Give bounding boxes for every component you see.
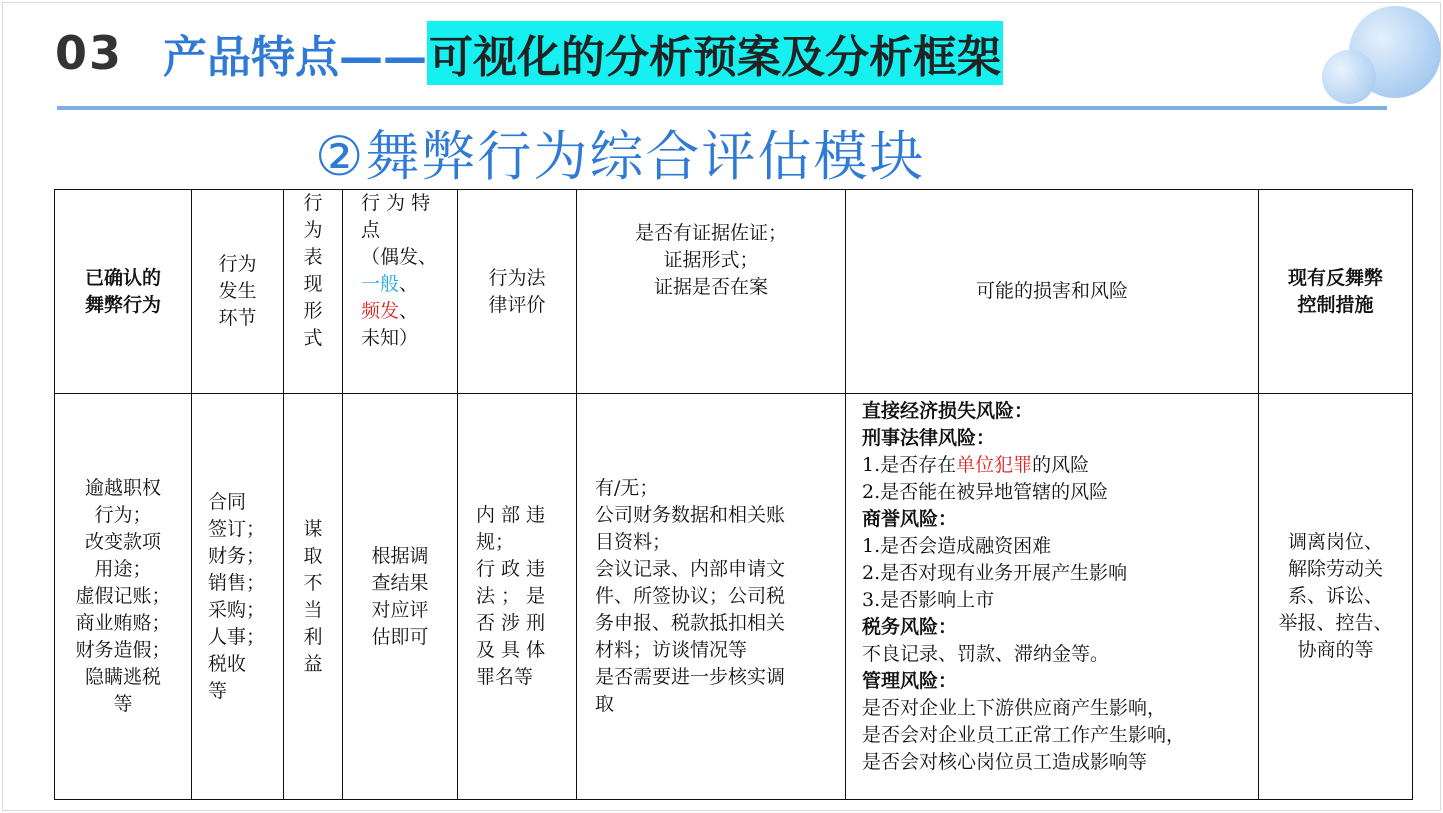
risk-criminal-heading: 刑事法律风险： xyxy=(862,427,996,449)
header-char: 表 xyxy=(303,246,323,268)
header-controls xyxy=(1259,190,1413,394)
cell-line: 规； xyxy=(476,531,515,553)
cell-line: 有/无； xyxy=(595,477,659,499)
cell-line: 解除劳动关 xyxy=(1287,558,1383,580)
decor-circle-small xyxy=(1322,50,1376,104)
cell-line: 财务造假； xyxy=(75,639,171,661)
table-header-row xyxy=(55,190,1413,394)
cell-line: 否 涉 刑 xyxy=(476,612,546,634)
cell-char: 谋 xyxy=(303,517,323,540)
header-line: 证据形式； xyxy=(663,249,759,271)
cell-line: 调离岗位、 xyxy=(1287,531,1383,553)
cell-char: 利 xyxy=(303,625,323,648)
separator: 、 xyxy=(399,300,419,322)
cell-line: 等 xyxy=(208,679,228,702)
header-occurrence-stage xyxy=(192,190,284,394)
header-line: 行为法 xyxy=(488,266,546,289)
cell-line: 取 xyxy=(595,693,615,715)
cell-line: 举报、控告、 xyxy=(1278,612,1393,634)
cell-line: 等 xyxy=(113,693,133,715)
cell-controls xyxy=(1259,394,1413,800)
header-line: 行为 xyxy=(218,253,257,275)
cell-line: 罪名等 xyxy=(476,666,534,688)
risk-management-heading: 管理风险： xyxy=(862,670,958,692)
cell-line: 税收 xyxy=(208,652,247,675)
cell-line: 行 政 违 xyxy=(476,558,546,580)
cell-char: 不 xyxy=(303,571,323,594)
module-title: ②舞弊行为综合评估模块 xyxy=(315,125,926,188)
cell-line: 是否需要进一步核实调 xyxy=(595,666,786,688)
header-char: 式 xyxy=(303,327,323,349)
risk-tax-heading: 税务风险： xyxy=(862,616,958,638)
cell-line: 签订； xyxy=(208,517,266,540)
cell-line: 估即可 xyxy=(371,625,429,648)
header-line: 现有反舞弊 xyxy=(1287,266,1383,289)
risk-direct-heading: 直接经济损失风险： xyxy=(862,400,1034,422)
header-line xyxy=(361,298,451,325)
cell-line: 系、诉讼、 xyxy=(1287,585,1383,607)
header-line: 舞弊行为 xyxy=(84,293,161,316)
cell-confirmed-behavior xyxy=(55,394,192,800)
header-line: 点 xyxy=(361,219,381,241)
cell-line: 合同 xyxy=(208,490,247,513)
cell-behavior-feature xyxy=(343,394,458,800)
cell-damage-risk xyxy=(846,394,1259,800)
header-char: 为 xyxy=(303,219,323,241)
cell-line: 务申报、税款抵扣相关 xyxy=(595,612,786,634)
label-general: 一般 xyxy=(361,273,400,295)
header-behavior-feature xyxy=(343,190,458,394)
risk-highlight: 单位犯罪 xyxy=(956,454,1033,476)
cell-line: 查结果 xyxy=(371,571,429,594)
risk-item: 是否会对核心岗位员工造成影响等 xyxy=(862,751,1148,773)
header-line: 律评价 xyxy=(488,293,546,316)
cell-line: 销售； xyxy=(208,571,266,594)
title-highlight: 可视化的分析预案及分析框架 xyxy=(427,21,1003,85)
slide-header xyxy=(55,18,1003,88)
header-behavior-form xyxy=(284,190,343,394)
cell-char: 当 xyxy=(303,598,323,621)
cell-line: 会议记录、内部申请文 xyxy=(595,558,786,580)
title-prefix: 产品特点—— xyxy=(163,32,428,83)
header-line: 发生 xyxy=(218,280,257,302)
cell-behavior-form xyxy=(284,394,343,800)
separator: 、 xyxy=(399,273,419,295)
cell-evidence xyxy=(577,394,846,800)
header-damage-risk: 可能的损害和风险 xyxy=(846,190,1259,394)
header-line: 环节 xyxy=(218,307,257,329)
cell-line: 协商的等 xyxy=(1297,639,1374,661)
risk-item: 1.是否会造成融资困难 xyxy=(862,535,1052,557)
header-line: 行 为 特 xyxy=(361,192,431,214)
risk-item: 不良记录、罚款、滞纳金等。 xyxy=(862,643,1110,665)
cell-line: 虚假记账； xyxy=(75,585,171,607)
section-number: 03 xyxy=(55,26,124,80)
risk-item: 3.是否影响上市 xyxy=(862,589,995,611)
cell-line: 件、所签协议；公司税 xyxy=(595,585,786,607)
assessment-table xyxy=(54,189,1413,800)
cell-line: 财务； xyxy=(208,544,266,567)
risk-item: 是否对企业上下游供应商产生影响， xyxy=(862,697,1167,719)
cell-line: 内 部 违 xyxy=(476,504,546,526)
header-line: 控制措施 xyxy=(1297,293,1374,316)
cell-line: 公司财务数据和相关账 xyxy=(595,504,786,526)
header-confirmed-behavior xyxy=(55,190,192,394)
risk-item: 是否会对企业员工正常工作产生影响， xyxy=(862,724,1186,746)
risk-text: 的风险 xyxy=(1032,454,1090,476)
cell-char: 益 xyxy=(303,652,323,675)
cell-char: 取 xyxy=(303,544,323,567)
cell-line: 改变款项 xyxy=(84,531,161,553)
cell-line: 商业贿赂； xyxy=(75,612,171,634)
cell-occurrence-stage xyxy=(192,394,284,800)
cell-line: 及 具 体 xyxy=(476,639,546,661)
header-evidence xyxy=(577,190,846,394)
cell-line: 根据调 xyxy=(371,544,429,567)
risk-item: 2.是否能在被异地管辖的风险 xyxy=(862,481,1109,503)
header-line: 是否有证据佐证； xyxy=(634,222,787,244)
header-legal-evaluation xyxy=(458,190,577,394)
cell-line: 对应评 xyxy=(371,598,429,621)
header-line: 证据是否在案 xyxy=(653,276,768,298)
risk-text: 1.是否存在 xyxy=(862,454,957,476)
risk-item: 2.是否对现有业务开展产生影响 xyxy=(862,562,1128,584)
label-frequent: 频发 xyxy=(361,300,400,322)
header-char: 现 xyxy=(303,273,323,295)
header-line xyxy=(361,271,451,298)
table-row xyxy=(55,394,1413,800)
header-char: 行 xyxy=(303,192,323,214)
header-line: 未知） xyxy=(361,327,419,349)
cell-line: 采购； xyxy=(208,598,266,621)
risk-reputation-heading: 商誉风险： xyxy=(862,508,958,530)
cell-legal-evaluation xyxy=(458,394,577,800)
risk-item xyxy=(862,452,1252,479)
cell-line: 用途； xyxy=(94,558,152,580)
cell-line: 逾越职权 xyxy=(84,477,161,499)
header-line: （偶发、 xyxy=(361,246,438,268)
header-line: 已确认的 xyxy=(84,266,161,289)
cell-line: 材料；访谈情况等 xyxy=(595,639,748,661)
cell-line: 人事； xyxy=(208,625,266,648)
cell-line: 目资料； xyxy=(595,531,672,553)
header-divider xyxy=(57,106,1387,110)
header-char: 形 xyxy=(303,300,323,322)
cell-line: 隐瞒逃税 xyxy=(84,666,161,688)
cell-line: 法 ； 是 xyxy=(476,585,546,607)
cell-line: 行为； xyxy=(94,504,152,526)
